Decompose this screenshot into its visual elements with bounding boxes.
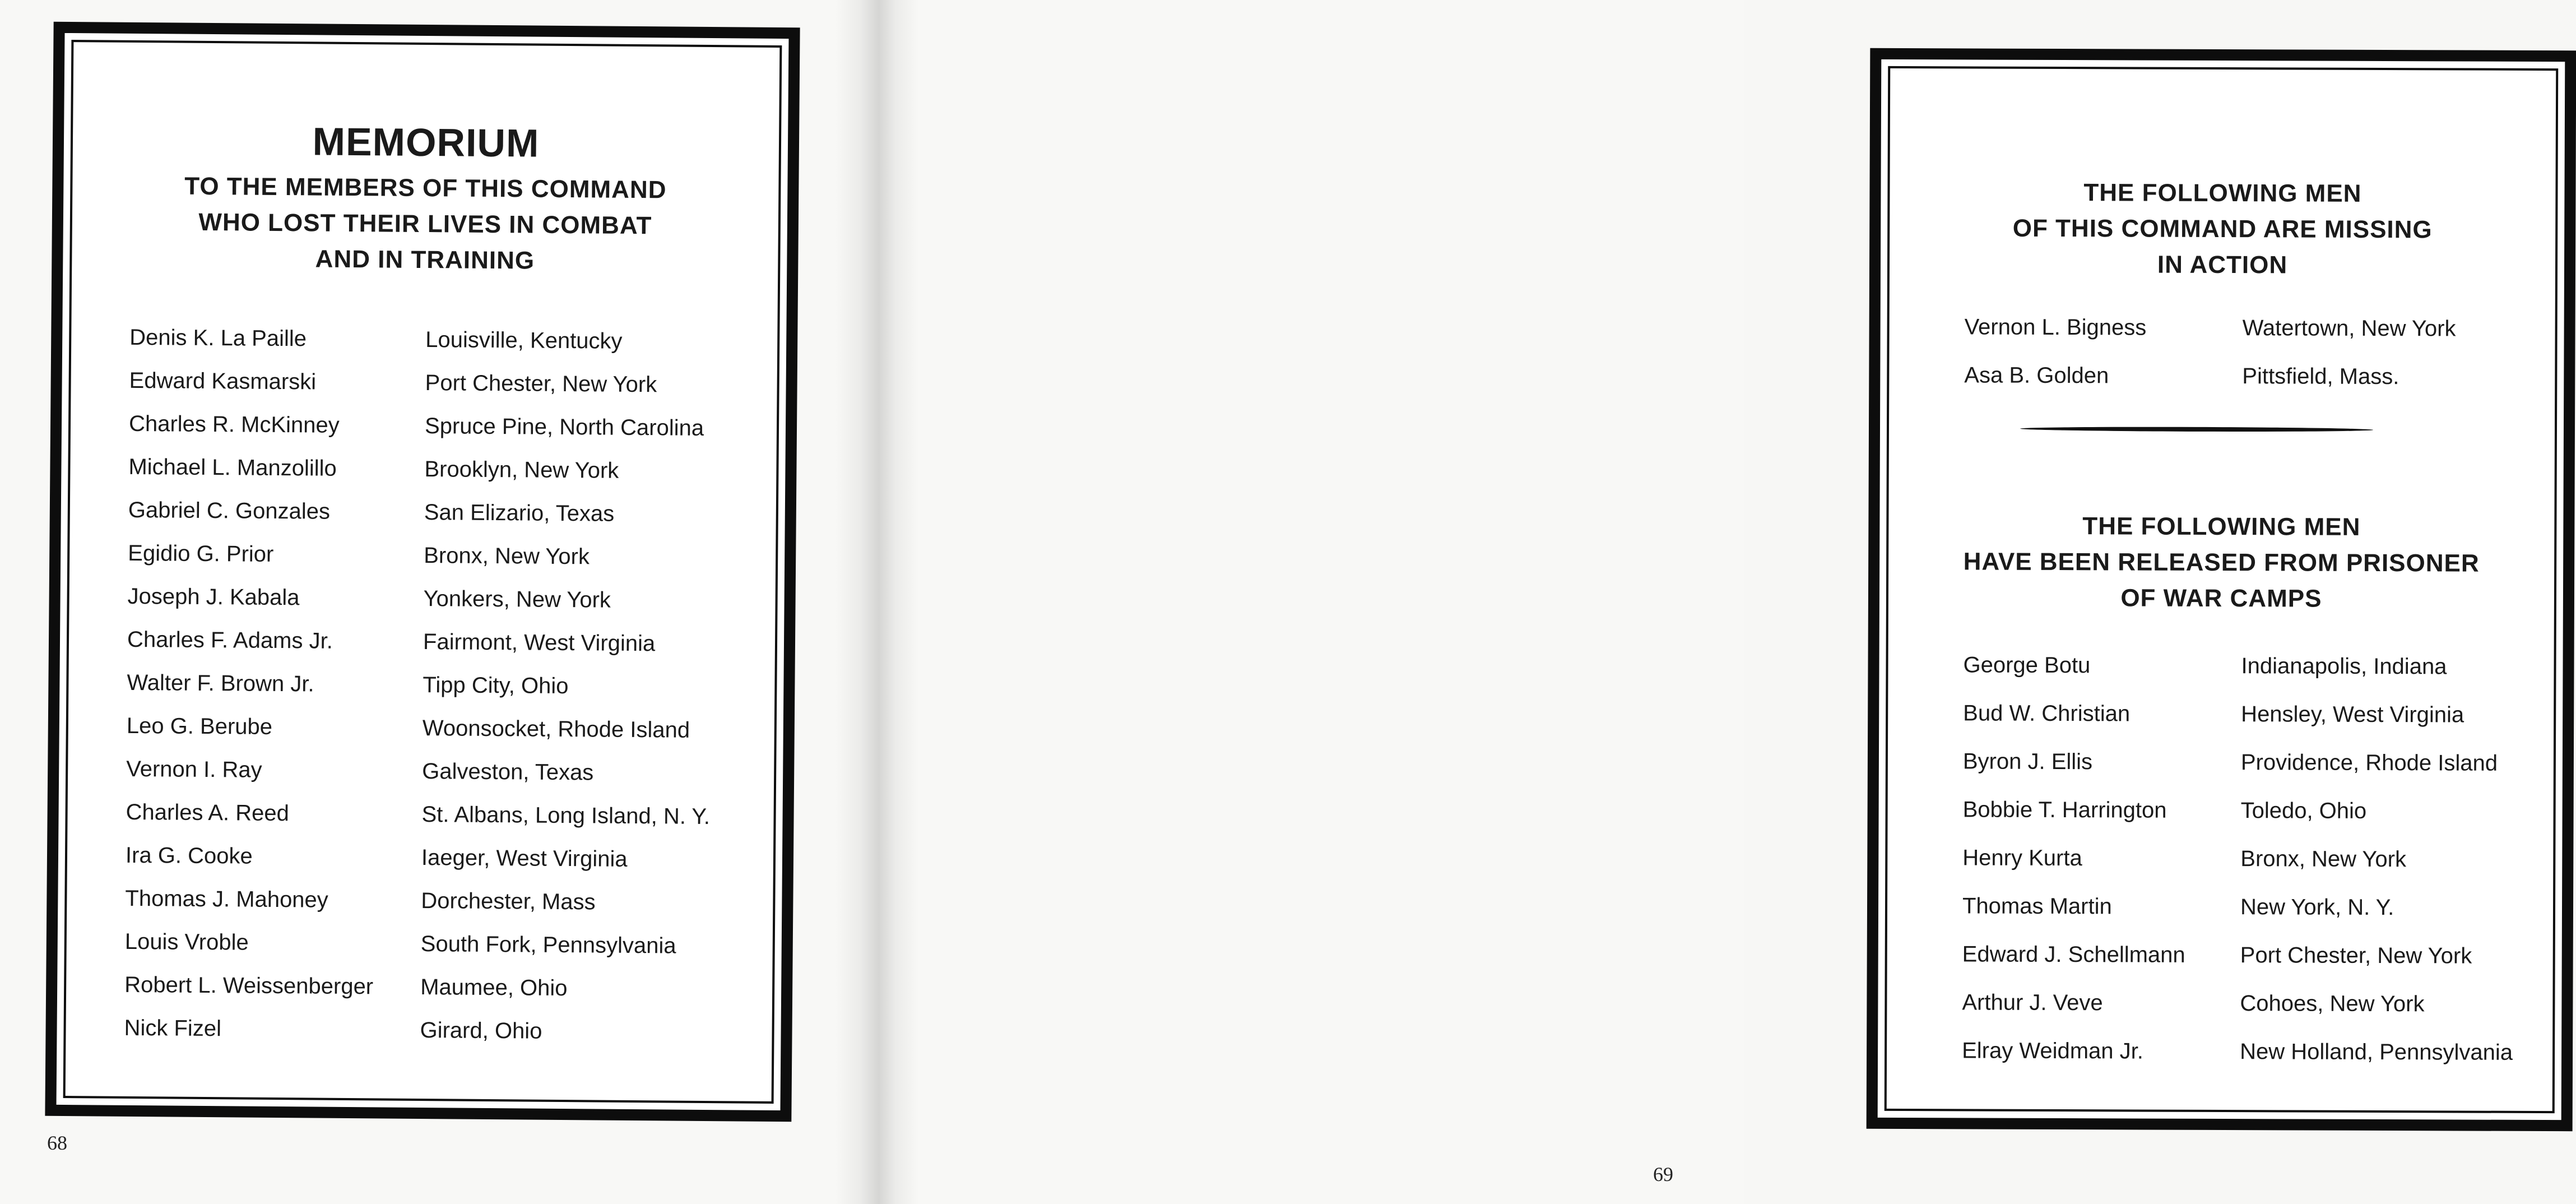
heading-line: OF THIS COMMAND ARE MISSING (2012, 214, 2433, 244)
person-name: Vernon L. Bigness (1964, 314, 2147, 340)
hometown: Port Chester, New York (425, 371, 657, 397)
hometown: Galveston, Texas (422, 759, 594, 785)
right-page (872, 0, 2513, 1204)
list-item (127, 670, 755, 719)
list-item (1963, 749, 2546, 799)
list-item (124, 973, 753, 1021)
list-item (125, 886, 753, 934)
hometown: Fairmont, West Virginia (423, 629, 656, 656)
list-item (1962, 845, 2545, 896)
person-name: Nick Fizel (124, 1015, 222, 1041)
hometown: Bronx, New York (2240, 846, 2407, 872)
person-name: Leo G. Berube (126, 713, 273, 739)
released-heading (1879, 508, 2564, 618)
hometown: St. Albans, Long Island, N. Y. (421, 802, 711, 830)
list-item (126, 757, 754, 805)
missing-list (1964, 314, 2547, 413)
list-item (1964, 314, 2547, 365)
person-name: Charles F. Adams Jr. (127, 627, 333, 654)
list-item (128, 455, 756, 503)
list-item (1964, 363, 2547, 413)
hometown: South Fork, Pennsylvania (420, 931, 676, 958)
heading-line: OF WAR CAMPS (2120, 584, 2322, 613)
person-name: Gabriel C. Gonzales (128, 497, 331, 524)
hometown: Providence, Rhode Island (2240, 750, 2498, 776)
person-name: Denis K. La Paille (129, 325, 307, 351)
page-number: 68 (47, 1132, 67, 1154)
hometown: Indianapolis, Indiana (2241, 654, 2447, 679)
list-item (127, 584, 755, 632)
hometown: Watertown, New York (2242, 316, 2456, 341)
page-number: 69 (1653, 1163, 1673, 1186)
hometown: Pittsfield, Mass. (2242, 364, 2399, 390)
list-item (1962, 797, 2545, 848)
list-item (126, 714, 754, 762)
hometown: Toledo, Ohio (2240, 798, 2367, 823)
person-name: Arthur J. Veve (1962, 990, 2103, 1016)
person-name: Edward J. Schellmann (1962, 942, 2185, 967)
person-name: Henry Kurta (1962, 845, 2082, 871)
subtitle-line: WHO LOST THEIR LIVES IN COMBAT (198, 208, 652, 240)
hometown: Woonsocket, Rhode Island (422, 716, 690, 743)
list-item (1962, 1038, 2545, 1089)
memorium-title: MEMORIUM (312, 119, 540, 165)
hometown: San Elizario, Texas (424, 500, 615, 526)
heading-line: THE FOLLOWING MEN (2083, 179, 2362, 207)
hometown: Hensley, West Virginia (2241, 702, 2464, 728)
subtitle-line: TO THE MEMBERS OF THIS COMMAND (184, 172, 667, 204)
person-name: Joseph J. Kabala (127, 584, 300, 610)
list-item (1962, 893, 2545, 944)
list-item (124, 1016, 752, 1064)
book-gutter-shadow (835, 0, 919, 1204)
hometown: New York, N. Y. (2240, 895, 2394, 920)
person-name: Byron J. Ellis (1962, 749, 2093, 775)
person-name: Ira G. Cooke (125, 842, 253, 869)
missing-heading (1881, 174, 2565, 284)
heading-line: IN ACTION (2157, 251, 2288, 279)
hometown: Cohoes, New York (2240, 991, 2425, 1017)
person-name: Elray Weidman Jr. (1962, 1038, 2144, 1064)
memorium-frame (45, 22, 800, 1122)
hometown: Tipp City, Ohio (423, 673, 569, 699)
left-page (0, 0, 872, 1204)
person-name: Vernon I. Ray (126, 756, 262, 782)
list-item (1962, 990, 2545, 1040)
person-name: Edward Kasmarski (129, 368, 317, 395)
list-item (129, 411, 757, 460)
person-name: Charles R. McKinney (128, 411, 340, 438)
list-item (128, 541, 756, 589)
hometown: Brooklyn, New York (424, 457, 619, 483)
subtitle-line: AND IN TRAINING (315, 245, 535, 275)
person-name: Louis Vroble (124, 929, 249, 955)
list-item (129, 325, 758, 373)
list-item (124, 929, 753, 978)
person-name: Michael L. Manzolillo (128, 454, 337, 481)
hometown: Yonkers, New York (423, 586, 611, 613)
list-item (128, 498, 756, 546)
person-name: Walter F. Brown Jr. (127, 670, 314, 697)
list-item (1963, 652, 2546, 703)
missing-released-frame (1867, 48, 2576, 1131)
person-name: Bud W. Christian (1963, 701, 2131, 726)
hometown: Spruce Pine, North Carolina (424, 414, 704, 441)
list-item (126, 843, 754, 891)
hometown: Port Chester, New York (2240, 943, 2472, 969)
person-name: Asa B. Golden (1964, 363, 2109, 388)
hometown: Bronx, New York (424, 543, 590, 569)
person-name: Robert L. Weissenberger (124, 972, 374, 999)
released-list (1962, 652, 2546, 1089)
person-name: Bobbie T. Harrington (1962, 797, 2167, 823)
memorium-list (124, 325, 757, 1064)
person-name: Thomas Martin (1962, 893, 2112, 919)
hometown: Dorchester, Mass (421, 888, 596, 915)
hometown: Maumee, Ohio (420, 974, 568, 1001)
list-item (129, 368, 757, 416)
list-item (127, 627, 755, 675)
person-name: Egidio G. Prior (128, 540, 274, 567)
hometown: Iaeger, West Virginia (421, 845, 628, 872)
person-name: Charles A. Reed (126, 799, 290, 826)
heading-line: THE FOLLOWING MEN (2082, 512, 2361, 541)
list-item (1963, 701, 2546, 751)
hometown: Louisville, Kentucky (425, 327, 623, 354)
memorium-subtitle (63, 168, 787, 281)
person-name: George Botu (1963, 652, 2091, 678)
person-name: Thomas J. Mahoney (125, 886, 328, 913)
list-item (126, 800, 754, 848)
hometown: Girard, Ohio (420, 1017, 542, 1044)
list-item (1962, 942, 2545, 992)
heading-line: HAVE BEEN RELEASED FROM PRISONER (1963, 548, 2480, 577)
hometown: New Holland, Pennsylvania (2240, 1039, 2513, 1065)
